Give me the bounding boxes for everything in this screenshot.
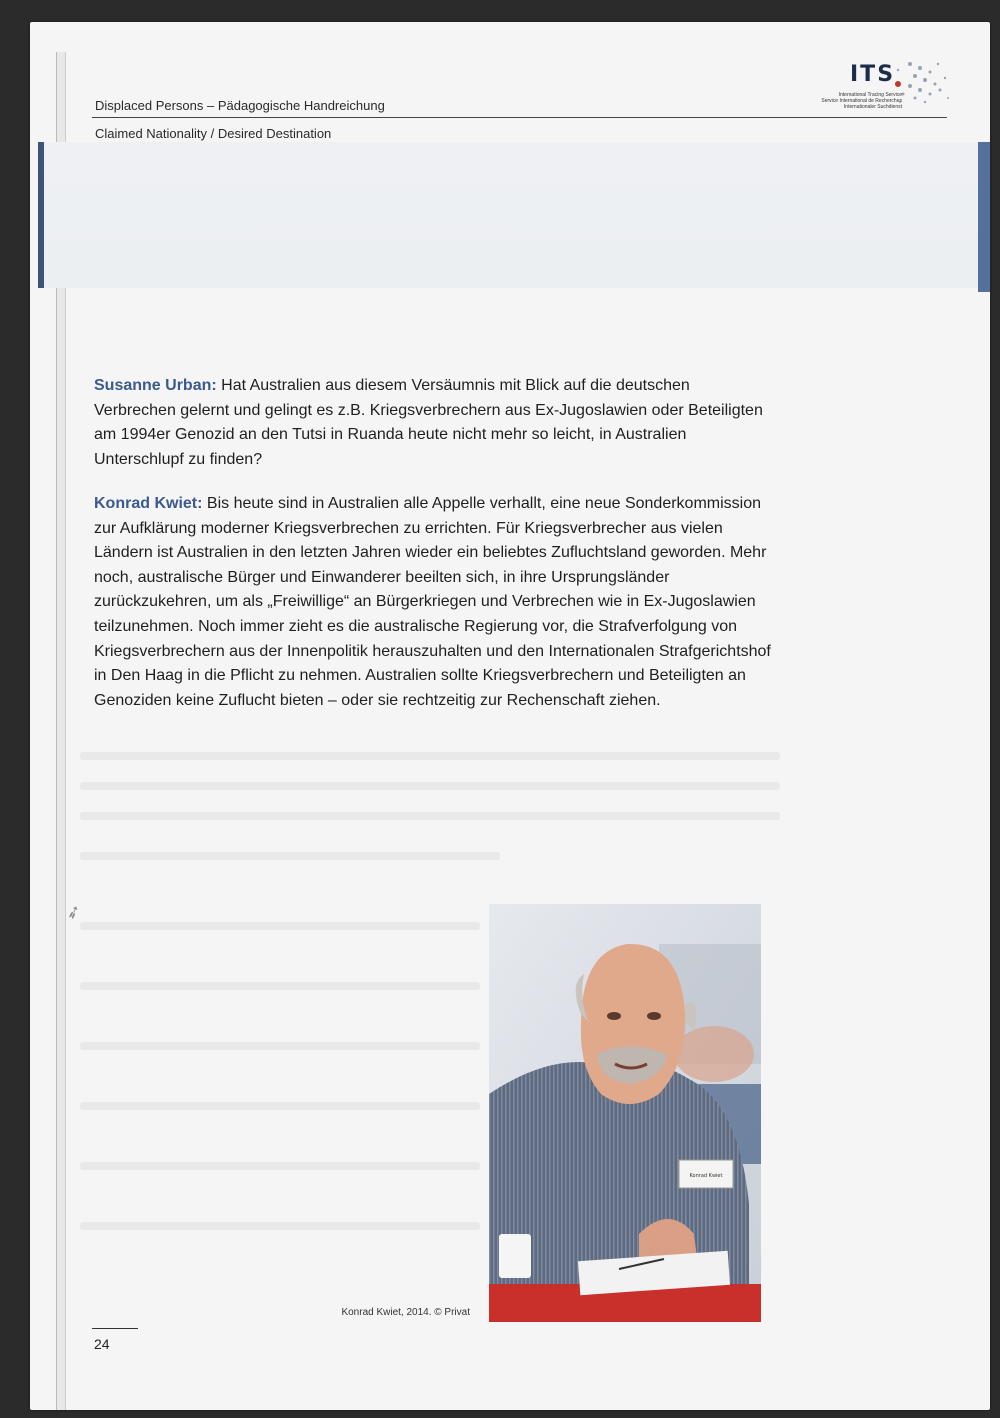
bleed-through-line [80,922,480,930]
bleed-through-band [44,142,978,288]
logo-wordmark: ITS [850,62,896,87]
document-page [30,22,990,1410]
bleed-through-line [80,852,500,860]
logo-line-2: Service International de Recherches [821,98,902,104]
paragraph-text: Hat Australien aus diesem Versäumnis mit Blick auf die deutschen Verbrechen gelernt und gelingt es z.B. Kriegsverbrechern aus Ex-Jugoslawien oder Beteiligten am 1994er Genozid an den Tutsi in Ruanda heute nicht mehr so leicht, in Australien Unterschlupf zu finden? [94,377,763,468]
right-edge-tab [978,142,990,292]
logo-line-1: International Tracing Service [838,92,902,98]
interview-paragraph-1 [94,374,774,472]
paragraph-text: Bis heute sind in Australien alle Appelle verhallt, eine neue Sonderkommission zur Aufklärung moderner Kriegsverbrechen zu errichten. Für Kriegsverbrecher aus vielen Ländern ist Australien in den letzten Jahren wieder ein beliebtes Zufluchtsland geworden. Mehr noch, australische Bürger und Einwanderer beeilten sich, in ihre Ursprungsländer zurückzukehren, um als „Freiwillige“ an Bürgerkriegen und Verbrechen wie in Ex-Jugoslawien teilzunehmen. Noch immer zieht es die australische Regierung vor, die Strafverfolgung von Kriegsverbrechern aus der Innenpolitik herauszuhalten und den Internationalen Strafgerichtshof in Den Haag in die Pflicht zu nehmen. Australien sollte Kriegsverbrechern und Beteiligten an Genoziden keine Zuflucht bieten – oder sie rechtzeitig zur Rechenschaft ziehen. [94,495,771,709]
photo-caption: Konrad Kwiet, 2014. © Privat [341,1307,470,1318]
interview-paragraph-2 [94,492,774,713]
bleed-through-line [80,1162,480,1170]
bleed-through-line [80,982,480,990]
bleed-through-line [80,1102,480,1110]
bleed-through-line [80,1042,480,1050]
bleed-through-line [80,782,780,790]
page-number: 24 [94,1336,110,1352]
header-title: Displaced Persons – Pädagogische Handreichung [95,98,385,113]
bleed-through-line [80,752,780,760]
logo-line-3: Internationaler Suchdienst [843,104,902,110]
bleed-through-line [80,1222,480,1230]
portrait-photo [489,904,761,1322]
feather-mark-icon: ➶ [62,900,84,925]
speaker-name: Susanne Urban: [94,377,217,394]
name-tag-text: Konrad Kwiet [689,1173,723,1179]
header-subtitle: Claimed Nationality / Desired Destination [95,126,332,141]
its-logo [770,50,950,120]
portrait-illustration [489,904,761,1322]
bleed-through-line [80,812,780,820]
page-number-rule [92,1328,138,1329]
section-color-bar [38,142,44,288]
speaker-name: Konrad Kwiet: [94,495,203,512]
